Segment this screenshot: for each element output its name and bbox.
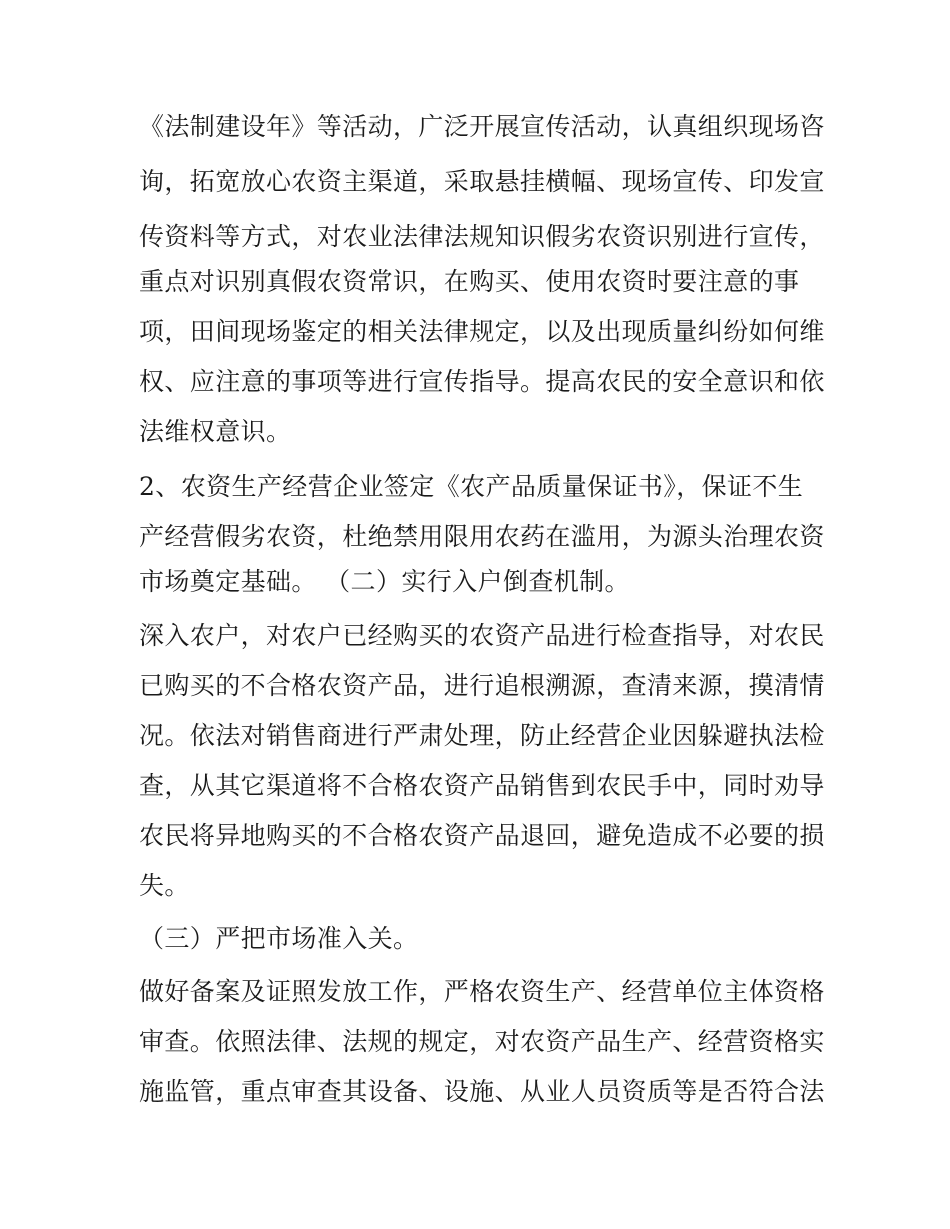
section-heading: （三）严把市场准入关。 — [139, 924, 419, 953]
text-line: 况。依法对销售商进行严肃处理，防止经营企业因躲避执法检 — [139, 721, 825, 750]
text-line: 2、农资生产经营企业签定《农产品质量保证书》，保证不生 — [139, 472, 804, 501]
text-line: 已购买的不合格农资产品，进行追根溯源，查清来源，摸清情 — [139, 671, 825, 700]
text-line: 农民将异地购买的不合格农资产品退回，避免造成不必要的损 — [139, 821, 825, 850]
text-line: 询，拓宽放心农资主渠道，采取悬挂横幅、现场宣传、印发宣 — [139, 167, 825, 196]
text-line: 重点对识别真假农资常识，在购买、使用农资时要注意的事 — [139, 267, 800, 296]
text-line: 查，从其它渠道将不合格农资产品销售到农民手中，同时劝导 — [139, 771, 825, 800]
text-line: 失。 — [139, 871, 190, 900]
text-line: 深入农户，对农户已经购买的农资产品进行检查指导，对农民 — [139, 621, 825, 650]
text-line: 审查。依照法律、法规的规定，对农资产品生产、经营资格实 — [139, 1027, 825, 1056]
text-line: 做好备案及证照发放工作，严格农资生产、经营单位主体资格 — [139, 977, 825, 1006]
text-line: 产经营假劣农资，杜绝禁用限用农药在滥用，为源头治理农资 — [139, 522, 825, 551]
text-line: 《法制建设年》等活动，广泛开展宣传活动，认真组织现场咨 — [139, 112, 825, 141]
text-line: 权、应注意的事项等进行宣传指导。提高农民的安全意识和依 — [139, 367, 825, 396]
text-line: 项，田间现场鉴定的相关法律规定，以及出现质量纠纷如何维 — [139, 317, 825, 346]
text-line: 市场奠定基础。 （二）实行入户倒查机制。 — [139, 567, 630, 596]
text-line: 法维权意识。 — [139, 417, 292, 446]
text-line: 传资料等方式，对农业法律法规知识假劣农资识别进行宣传， — [139, 222, 825, 251]
text-line: 施监管，重点审查其设备、设施、从业人员资质等是否符合法 — [139, 1077, 825, 1106]
